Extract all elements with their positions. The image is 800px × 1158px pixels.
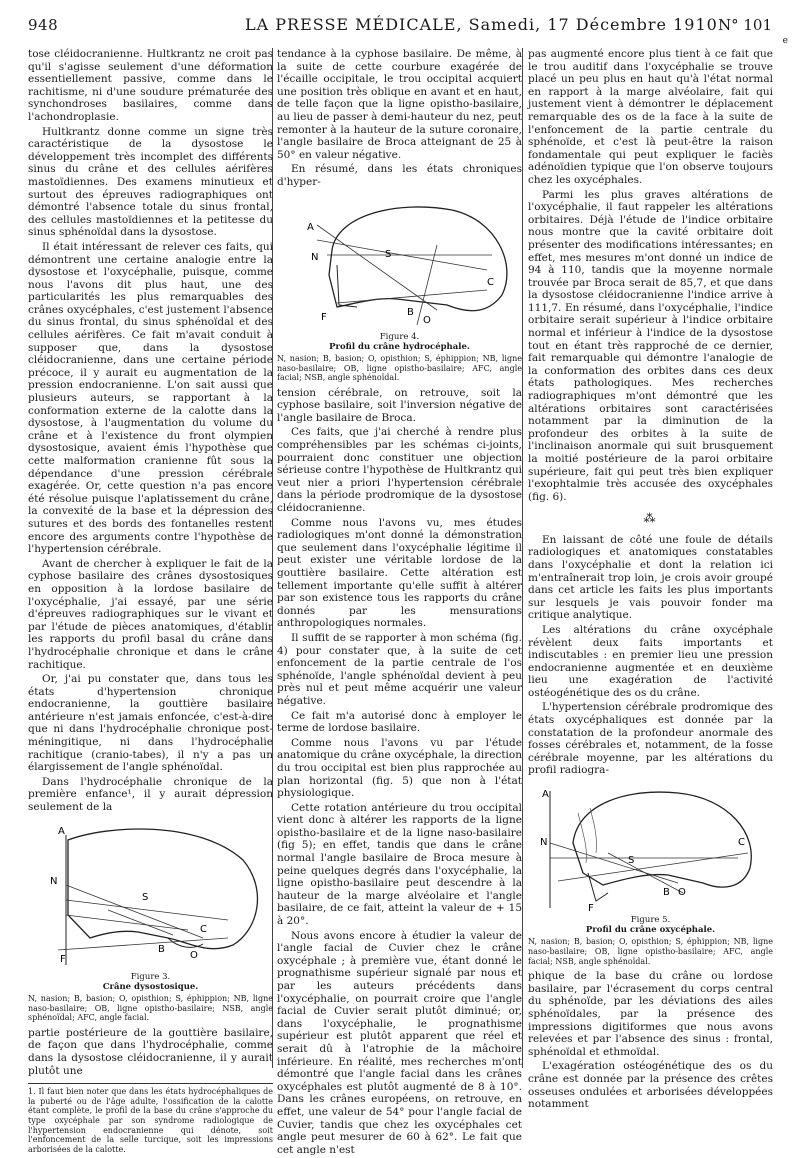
figure-5 bbox=[528, 783, 773, 966]
figure-3-label-o: O bbox=[190, 949, 198, 961]
paragraph: Il suffit de se rapporter à mon schéma (fig. 4) pour constater que, à la suite de cet enfoncement de la partie centrale de l'os sphénoïde, l'angle sphénoïdal devient à peu près nul et peut même acquérir une valeur négative. bbox=[277, 631, 522, 707]
figure-3-label-b: B bbox=[158, 943, 165, 955]
figure-5-label-s: S bbox=[628, 855, 635, 867]
section-asterism: ⁂ bbox=[643, 511, 658, 526]
figure-5-label-b: B bbox=[663, 887, 670, 899]
figure-4-drawing bbox=[277, 195, 522, 330]
figure-4-legend: N, nasion; B, basion; O, opisthion; S, éphippion; NB, ligne naso-basilaire; OB, ligne opistho-basilaire; AFC, angle facial; NSB, angle sphénoïdal. bbox=[277, 353, 522, 383]
figure-4-label-a: A bbox=[307, 221, 314, 233]
figure-4-subtitle: Profil du crâne hydrocéphale. bbox=[329, 341, 470, 352]
paragraph: L'hypertension cérébrale prodromique des états oxycéphaliques est donnée par la constatation de la profondeur anormale des fosses cérébrales et, notamment, de la fosse cérébrale moyenne, par les altérations du profil radiogra- bbox=[528, 701, 773, 777]
figure-3-subtitle: Crâne dysostosique. bbox=[102, 981, 199, 992]
figure-3-legend: N, nasion; B, basion; O, opisthion; S, éphippion; NB, ligne naso-basilaire; OB, ligne opistho-basilaire; NSB, angle sphénoïdal; AFC, angle facial. bbox=[28, 994, 273, 1023]
column-3 bbox=[528, 48, 773, 1113]
footnote: 1. Il faut bien noter que dans les états hydrocéphaliques de la puberté ou de l'âge adulte, l'ossification de la calotte étant complète, le profil de la base du crâne s'approche du type oxycéphale par son syndrome radiologique de l'hypertension endocranienne qui dénote, soit l'enfoncement de la selle turcique, soit les impressions arborisées de la calotte. bbox=[28, 1083, 273, 1154]
issue-number: N° 101 bbox=[717, 16, 772, 34]
paragraph: Il était intéressant de relever ces faits, qui démontrent une certaine analogie entre la dysostose et l'oxycéphalie, puisque, comme nous l'avons dit plus haut, une des particularités les plus remarquables des crânes oxycéphales, c'est justement l'absence du sinus frontal, du sinus sphénoïdal et des cellules aérifères. Ce fait m'avait conduit à supposer que, dans la dysostose cléidocranienne, dans une certaine période précoce, il y aurait eu augmentation de la pression endocranienne. L'on sait aussi que plusieurs auteurs, se rapportant à la conformation externe de la calotte dans la dysostose, à l'augmentation du volume du crâne et à l'existence du front olympien dysostosique, avaient émis l'hypothèse que cette malformation cranienne fût sous la dépendance d'une pression cérébrale exagérée. Or, cette question n'a pas encore été résolue puisque l'aplatissement du crâne, la convexité de la base et la dépression des sutures et des bords des fontanelles restent encore des arguments contre l'hypothèse de l'hypertension cérébrale. bbox=[28, 240, 273, 556]
journal-title: LA PRESSE MÉDICALE, Samedi, 17 Décembre 1910 bbox=[245, 15, 718, 34]
paragraph: Cette rotation antérieure du trou occipital vient donc à altérer les rapports de la ligne opistho-basilaire et de la ligne naso-basilaire (fig 5); en effet, tandis que dans le crâne normal l'angle basilaire de Broca mesure à peine quelques degrés dans l'oxycéphalie, la ligne opistho-basilaire peut descendre à la hauteur de la marge alvéolaire et l'angle basilaire, de ce fait, atteint la valeur de + 15 à 20°. bbox=[277, 801, 522, 928]
figure-3-label-f: F bbox=[60, 953, 66, 965]
figure-3-drawing bbox=[28, 820, 273, 970]
figure-3-label-c: C bbox=[200, 923, 207, 935]
paragraph: partie postérieure de la gouttière basilaire, de façon que dans l'hydrocéphalie, comme dans la dysostose cléidocranienne, il y aurait plutôt une bbox=[28, 1026, 273, 1077]
paragraph: Ce fait m'a autorisé donc à employer le terme de lordose basilaire. bbox=[277, 709, 522, 735]
figure-4-label-f: F bbox=[321, 311, 327, 323]
page-header bbox=[0, 0, 800, 44]
paragraph: pas augmenté encore plus tient à ce fait que le trou auditif dans l'oxycéphalie se trouve placé un peu plus en haut qu'à l'état normal en rapport à la marge alvéolaire, fait qui justement vient à démontrer le déplacement remarquable des os de la face à la suite de l'enfoncement de la partie centrale du sphénoïde, et c'est là peut-être la raison fondamentale qui peut expliquer le faciès adénoïdien typique que l'on observe toujours chez les oxycéphales. bbox=[528, 48, 773, 186]
figure-5-title: Figure 5. bbox=[630, 915, 671, 926]
figure-5-label-a: A bbox=[542, 789, 549, 801]
column-2 bbox=[277, 48, 522, 1158]
paragraph: En laissant de côté une foule de détails radiologiques et anatomiques constatables dans l'oxycéphalie et dont la relation ici m'entraînerait trop loin, je crois avoir groupé dans cet article les faits les plus importants sur lesquels je vais pouvoir fonder ma critique analytique. bbox=[528, 533, 773, 622]
paragraph: tose cléidocranienne. Hultkrantz ne croit pas qu'il s'agisse seulement d'une déformation essentiellement passive, comme dans le rachitisme, ni d'une soudure prématurée des synchondroses basilaires, comme dans l'achondroplasie. bbox=[28, 48, 273, 123]
figure-5-legend: N, nasion; B, basion; O, opisthion; S, éphippion; NB, ligne naso-basilaire; OB, ligne opistho-basilaire; AFC, angle facial; NSB, angle sphénoïdal. bbox=[528, 937, 773, 966]
paragraph: Ces faits, que j'ai cherché à rendre plus compréhensibles par les schémas ci-joints, pourraient donc constituer une objection sérieuse contre l'hypothèse de Hultkrantz qui veut nier a priori l'hypertension cérébrale dans la période prodromique de la dysostose cléidocranienne. bbox=[277, 426, 522, 515]
figure-3-label-n: N bbox=[50, 875, 58, 887]
paragraph: Comme nous l'avons vu, mes études radiologiques m'ont donné la démonstration que seulement dans l'oxycéphalie légitime il peut exister une véritable lordose de la gouttière basilaire. Cette altération est tellement importante qu'elle suffit à altérer par son existence tous les rapports du crâne donnés par les mensurations anthropologiques normales. bbox=[277, 516, 522, 630]
figure-5-label-o: O bbox=[678, 887, 686, 899]
paragraph: L'exagération ostéogénétique des os du crâne est donnée par la présence des crêtes osseuses ondulées et arborisées développées notamment bbox=[528, 1060, 773, 1111]
paragraph: Les altérations du crâne oxycéphale révèlent deux faits importants et indiscutables : en premier lieu une pression endocranienne augmentée et en deuxième lieu une exagération de l'activité ostéogénétique des os du crâne. bbox=[528, 623, 773, 699]
figure-4-label-b: B bbox=[407, 306, 414, 318]
figure-4-label-n: N bbox=[311, 251, 319, 263]
figure-5-label-n: N bbox=[540, 837, 548, 849]
figure-5-label-c: C bbox=[738, 837, 745, 849]
figure-5-subtitle: Profil du crâne oxycéphale. bbox=[585, 925, 716, 936]
paragraph: Parmi les plus graves altérations de l'oxycéphalie, il faut rappeler les altérations orbitaires. Déjà l'étude de l'indice orbitaire nous montre que la cavité orbitaire doit présenter des modifications intéressantes; en effet, mes mesures m'ont donné un indice de 94 à 110, tandis que la moyenne normale trouvée par Broca serait de 85,7, et que dans la dysostose cléidocranienne l'indice arrive à 111,7. En résumé, dans l'oxycéphalie, l'indice orbitaire serait supérieur à l'indice orbitaire normal et inférieur à l'indice de la dysostose tout en étant très rapproché de ce dernier, fait remarquable qui démontre l'analogie de la conformation des orbites dans ces deux états pathologiques. Mes recherches radiographiques m'ont démontré que les altérations orbitaires sont caractérisées notamment par la diminution de la profondeur des orbites à la suite de l'inclinaison anormale qui suit brusquement la moitié postérieure de la paroi orbitaire supérieure, fait qui peut très bien expliquer l'exophtalmie très accusée des oxycéphales (fig. 6). bbox=[528, 188, 773, 503]
paragraph: Or, j'ai pu constater que, dans tous les états d'hypertension chronique endocranienne, la gouttière basilaire antérieure n'est jamais enfoncée, c'est-à-dire que ni dans l'hydrocéphalie chronique post-méningitique, ni dans l'hydrocéphalie rachitique (cranio-tabes), il n'y a pas un élargissement de l'angle sphénoïdal. bbox=[28, 673, 273, 774]
paragraph: Comme nous l'avons vu par l'étude anatomique du crâne oxycéphale, la direction du trou occipital est bien plus rapprochée au plan horizontal (fig. 5) que non à l'état physiologique. bbox=[277, 736, 522, 800]
paragraph: Avant de chercher à expliquer le fait de la cyphose basilaire des crânes dysostosiques en opposition à la lordose basilaire de l'oxycéphalie, j'ai essayé, par une série d'épreuves radiographiques sur le vivant et par l'étude de pièces anatomiques, d'établir les rapports du profil basal du crâne dans l'hydrocéphalie chronique et dans le crâne rachitique. bbox=[28, 557, 273, 671]
figure-4-label-s: S bbox=[385, 248, 392, 260]
figure-3-title: Figure 3. bbox=[130, 971, 171, 982]
paragraph: Nous avons encore à étudier la valeur de l'angle facial de Cuvier chez le crâne oxycéphale ; à première vue, étant donné le prognathisme supérieur signalé par nous et par les auteurs précédents dans l'oxycéphalie, on pourrait croire que l'angle facial de Cuvier serait plutôt diminué; or, dans l'oxycéphalie, le prognathisme supérieur est plutôt apparent que réel et serait dû à l'atrophie de la mâchoire inférieure. En réalité, mes recherches m'ont démontré que l'angle facial dans les crânes oxycéphales est plutôt augmenté de 8 à 10°. Dans les crânes européens, on retrouve, en effet, une valeur de 54° pour l'angle facial de Cuvier, tandis que chez les oxycéphales cet angle peut mesurer de 60 à 62°. Le fait que cet angle n'est bbox=[277, 929, 522, 1156]
figure-3 bbox=[28, 820, 273, 1023]
figure-4-label-o: O bbox=[423, 314, 431, 326]
corner-mark: e bbox=[782, 36, 788, 46]
figure-4 bbox=[277, 195, 522, 383]
paragraph: Dans l'hydrocéphalie chronique de la première enfance¹, il y aurait dépression seulement de la bbox=[28, 775, 273, 814]
page-number: 948 bbox=[28, 16, 59, 34]
figure-5-drawing bbox=[528, 783, 773, 913]
figure-3-label-a: A bbox=[58, 825, 65, 837]
paragraph: Hultkrantz donne comme un signe très caractéristique de la dysostose le développement très incomplet des différents sinus du crâne et des cellules aérifères mastoïdiennes. Des examens minutieux et surtout des épreuves radiographiques ont démontré l'absence totale du sinus frontal, des cellules mastoïdiennes et la petitesse du sinus sphénoïdal dans la dysostose. bbox=[28, 125, 273, 239]
paragraph: tension cérébrale, on retrouve, soit la cyphose basilaire, soit l'inversion négative de l'angle basilaire de Broca. bbox=[277, 386, 522, 424]
column-separator-2 bbox=[522, 48, 523, 1068]
figure-4-title: Figure 4. bbox=[379, 331, 420, 342]
paragraph: phique de la base du crâne ou lordose basilaire, par l'écrasement du corps central du sphénoïde, par les déviations des ailes sphénoïdales, par la présence des impressions digitiformes que nous avons relevées et par l'absence des sinus : frontal, sphénoïdal et ethmoïdal. bbox=[528, 970, 773, 1058]
figure-3-label-s: S bbox=[142, 891, 149, 903]
column-1 bbox=[28, 48, 273, 1154]
figure-5-label-f: F bbox=[588, 903, 594, 914]
paragraph: tendance à la cyphose basilaire. De même, à la suite de cette courbure exagérée de l'écaille occipitale, le trou occipital acquiert une position très oblique en avant et en haut, de telle façon que la ligne opistho-basilaire, au lieu de passer à demi-hauteur du nez, peut remonter à la hauteur de la suture coronaire, l'angle basilaire de Broca atteignant de 25 à 50° en valeur négative. bbox=[277, 48, 522, 161]
paragraph: En résumé, dans les états chroniques d'hyper- bbox=[277, 163, 522, 188]
figure-4-label-c: C bbox=[487, 276, 494, 288]
